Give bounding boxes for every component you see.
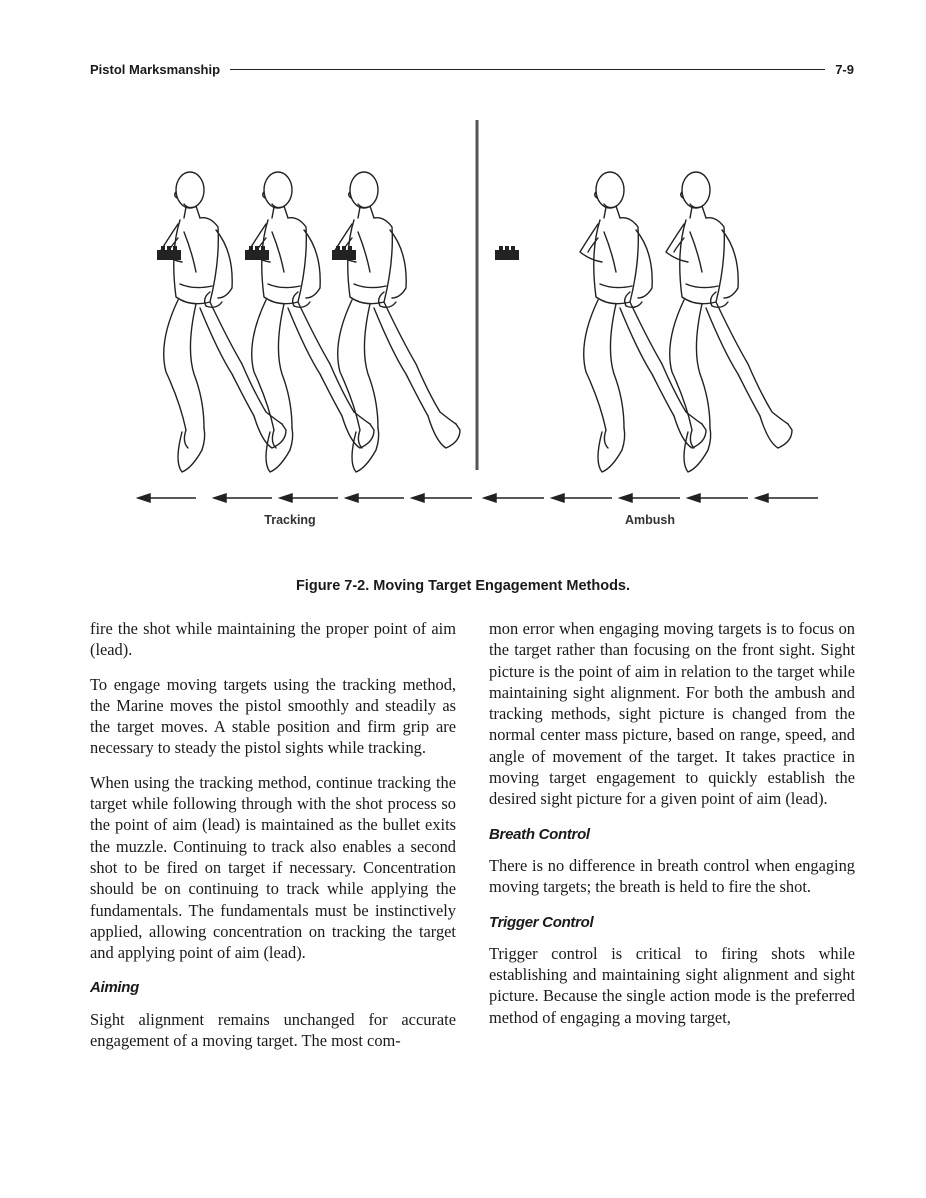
label-tracking: Tracking <box>264 513 316 527</box>
runner-tracking-3 <box>334 172 460 472</box>
direction-arrows <box>138 494 818 502</box>
label-ambush: Ambush <box>625 513 675 527</box>
sight-picture-tracking-1 <box>157 246 181 260</box>
heading-aiming: Aiming <box>90 979 140 997</box>
paragraph: When using the tracking method, continue tracking the target while following through with the shot process so the point of aim (lead) is maintained as the bullet exits the muzzle. Continuing to track also enables a second shot to be fired on target if necessary. Concentration should be on continuing to track while applying the fundamentals. The fundamentals must be instinctively applied, allowing concentration on tracking the target and applying point of aim (lead). <box>90 772 456 963</box>
page-number: 7-9 <box>835 61 854 77</box>
heading-breath-control: Breath Control <box>489 825 590 843</box>
paragraph: fire the shot while maintaining the proper point of aim (lead). <box>90 619 456 660</box>
figure-moving-target-methods <box>100 112 840 532</box>
paragraph: There is no difference in breath control when engaging moving targets; the breath is held to fire the shot. <box>489 855 855 897</box>
runner-tracking-1 <box>160 172 286 472</box>
runner-ambush-1 <box>580 172 706 472</box>
header-rule <box>230 69 825 70</box>
runner-ambush-2 <box>666 172 792 472</box>
paragraph: Trigger control is critical to firing shots while establishing and maintaining sight alignment and sight picture. Because the single action mode is the preferred method of engaging a moving target, <box>489 943 855 1027</box>
paragraph: To engage moving targets using the tracking method, the Marine moves the pistol smoothly and steadily as the target moves. A stable position and firm grip are necessary to steady the pistol sights while tracking. <box>90 674 456 758</box>
runner-tracking-2 <box>248 172 374 472</box>
heading-trigger-control: Trigger Control <box>489 913 594 931</box>
paragraph: mon error when engaging moving targets is to focus on the target rather than focusing on the front sight. Sight picture is the point of aim in relation to the target while maintaining sight alignment. For both the ambush and tracking methods, sight picture is changed from the normal center mass picture, based on range, speed, and angle of movement of the target. It takes practice in moving target engagement to quickly establish the desired sight picture for a given point of aim (lead). <box>489 619 855 809</box>
paragraph: Sight alignment remains unchanged for accurate engagement of a moving target. The most com- <box>90 1009 456 1051</box>
left-column <box>90 618 456 1064</box>
sight-picture-ambush <box>495 246 519 260</box>
right-column <box>489 618 855 1041</box>
running-header <box>90 60 854 78</box>
figure-caption: Figure 7-2. Moving Target Engagement Methods. <box>295 578 631 594</box>
sight-picture-tracking-2 <box>245 246 269 260</box>
header-title: Pistol Marksmanship <box>90 61 221 77</box>
